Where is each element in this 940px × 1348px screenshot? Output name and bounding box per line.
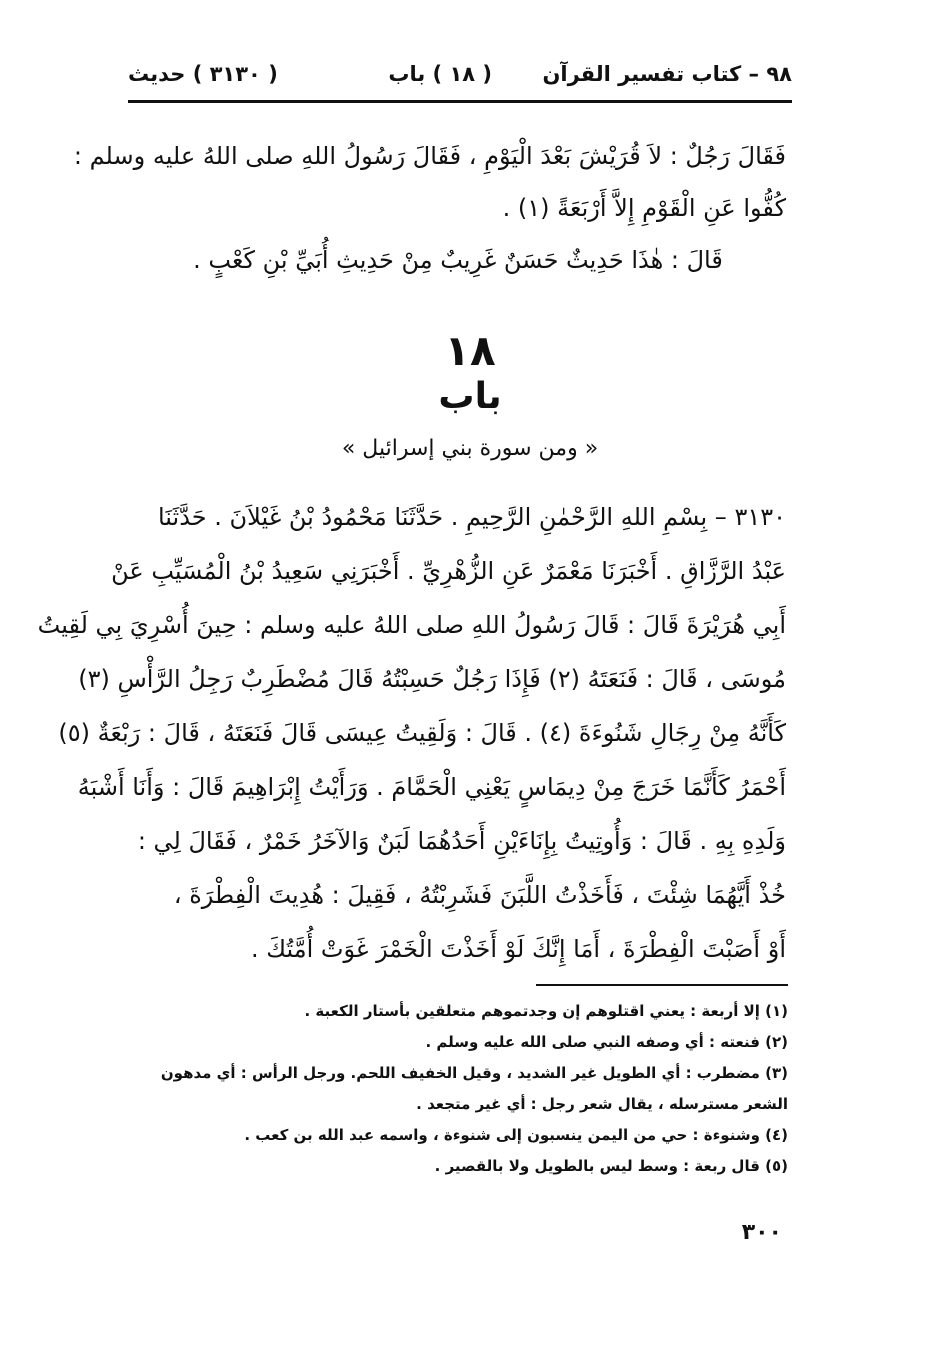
text-line: فَقَالَ رَجُلٌ : لاَ قُرَيْشَ بَعْدَ الْيَوْمِ ، فَقَالَ رَسُولُ اللهِ صلى اللهُ عليه وسلم :	[73, 142, 786, 170]
footnote: (٢) فنعته : أي وصفه النبي صلى الله عليه وسلم .	[425, 1033, 788, 1051]
chapter-heading: باب	[438, 376, 502, 417]
text-line: أَوْ أَصَبْتَ الْفِطْرَةَ ، أَمَا إِنَّكَ لَوْ أَخَذْتَ الْخَمْرَ غَوَتْ أُمَّتُكَ .	[251, 935, 786, 963]
text-line: خُذْ أَيَّهُمَا شِئْتَ ، فَأَخَذْتُ اللَّبَنَ فَشَرِبْتُهُ ، فَقِيلَ : هُدِيتَ الْفِطْرَةَ ،	[173, 881, 786, 909]
chapter-number: ١٨	[444, 326, 496, 375]
text-line: كَأَنَّهُ مِنْ رِجَالِ شَنُوءَةَ (٤) . قَالَ : وَلَقِيتُ عِيسَى قَالَ فَنَعَتَهُ ، قَالَ : رَبْعَةٌ (٥)	[58, 719, 786, 747]
header-book-title: ٩٨ – كتاب تفسير القرآن	[542, 62, 792, 86]
top-paragraph	[73, 130, 786, 286]
running-header	[128, 58, 792, 98]
text-line: قَالَ : هٰذَا حَدِيثٌ حَسَنٌ غَرِيبٌ مِنْ حَدِيثِ أُبَيِّ بْنِ كَعْبٍ .	[193, 246, 723, 274]
footnote-rule	[536, 984, 788, 986]
text-line: مُوسَى ، قَالَ : فَنَعَتَهُ (٢) فَإِذَا رَجُلٌ حَسِبْتُهُ قَالَ مُضْطَرِبٌ رَجِلُ الرَّأْسِ (٣)	[78, 665, 786, 693]
text-line: ٣١٣٠ – بِسْمِ اللهِ الرَّحْمٰنِ الرَّحِيمِ . حَدَّثَنَا مَحْمُودُ بْنُ غَيْلاَنَ . حَدَّثَنَا	[157, 503, 786, 531]
page-number: ٣٠٠	[741, 1220, 782, 1245]
footnote: الشعر مسترسله ، يقال شعر رجل : أي غير متجعد .	[416, 1095, 788, 1113]
footnote: (٥) قال ربعة : وسط ليس بالطويل ولا بالقصير .	[434, 1157, 788, 1175]
text-line: أَبِي هُرَيْرَةَ قَالَ : قَالَ رَسُولُ اللهِ صلى اللهُ عليه وسلم : حِينَ أُسْرِيَ بِي لَقِيتُ	[37, 611, 786, 639]
text-line: وَلَدِهِ بِهِ . قَالَ : وَأُوتِيتُ بِإِنَاءَيْنِ أَحَدُهُمَا لَبَنٌ وَالآخَرُ خَمْرٌ ، فَقَالَ لِي :	[137, 827, 786, 855]
chapter-subtitle: « ومن سورة بني إسرائيل »	[341, 436, 599, 461]
text-line: كُفُّوا عَنِ الْقَوْمِ إِلاَّ أَرْبَعَةً (١) .	[502, 194, 786, 222]
header-rule	[128, 100, 792, 103]
footnote: (١) إلا أربعة : يعني اقتلوهم إن وجدتموهم متعلقين بأستار الكعبة .	[304, 1002, 788, 1020]
hadith-text	[37, 490, 786, 976]
text-line: أَحْمَرُ كَأَنَّمَا خَرَجَ مِنْ دِيمَاسٍ يَعْنِي الْحَمَّامَ . وَرَأَيْتُ إِبْرَاهِيمَ قَالَ : وَأَنَا أَشْبَهُ	[77, 773, 786, 801]
footnote: (٤) وشنوءة : حي من اليمن ينسبون إلى شنوءة ، واسمه عبد الله بن كعب .	[244, 1126, 788, 1144]
footnotes	[124, 996, 788, 1182]
header-hadith-number: ( ٣١٣٠ ) حديث	[128, 62, 278, 86]
header-chapter: ( ١٨ ) باب	[388, 62, 492, 86]
footnote: (٣) مضطرب : أي الطويل غير الشديد ، وقيل الخفيف اللحم. ورجل الرأس : أي مدهون	[160, 1064, 788, 1082]
text-line: عَبْدُ الرَّزَّاقِ . أَخْبَرَنَا مَعْمَرٌ عَنِ الزُّهْرِيِّ . أَخْبَرَنِي سَعِيدُ بْنُ الْمُسَيِّبِ عَنْ	[111, 557, 786, 585]
